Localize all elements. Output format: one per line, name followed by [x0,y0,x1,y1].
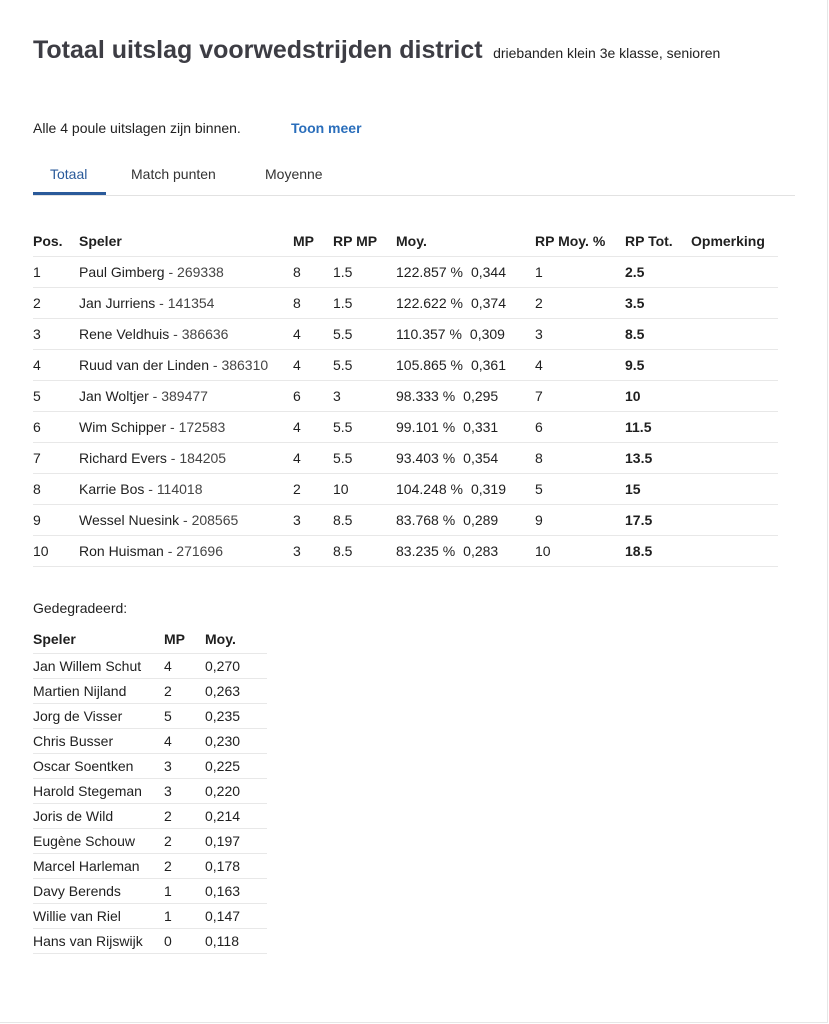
results-table [33,226,778,567]
pos-cell: 8 [33,474,79,505]
results-header-row [33,226,778,257]
table-row [33,804,267,829]
pos-cell: 4 [33,350,79,381]
rp-mp-cell: 3 [333,381,396,412]
opmerking-cell [691,381,778,412]
moy-value: 0,309 [469,326,505,342]
rp-mp-cell: 5.5 [333,412,396,443]
moy-value: 0,331 [463,419,499,435]
player-name: Jan Jurriens [79,295,156,311]
degr-mp-cell: 2 [164,829,205,854]
pos-cell: 10 [33,536,79,567]
degr-mp-cell: 1 [164,904,205,929]
table-row [33,474,778,505]
tab-bar [33,158,795,196]
table-row [33,654,267,679]
degr-mp-cell: 1 [164,879,205,904]
moy-percent: 93.403 % [396,450,456,466]
table-row [33,904,267,929]
table-row [33,288,778,319]
table-row [33,829,267,854]
player-cell [79,505,293,536]
moy-percent: 98.333 % [396,388,456,404]
rp-moy-cell: 6 [535,412,625,443]
degr-col-speler: Speler [33,631,76,647]
moy-percent: 99.101 % [396,419,456,435]
col-moy: Moy. [396,233,427,249]
moy-cell [396,536,535,567]
page-title: Totaal uitslag voorwedstrijden district [33,36,483,64]
degr-mp-cell: 3 [164,779,205,804]
degr-player-name: Davy Berends [33,879,164,904]
degr-player-name: Marcel Harleman [33,854,164,879]
degr-player-name: Jan Willem Schut [33,654,164,679]
col-opmerking: Opmerking [691,233,765,249]
player-separator: - [209,357,222,373]
mp-cell: 3 [293,505,333,536]
degr-mp-cell: 2 [164,679,205,704]
degr-player-name: Jorg de Visser [33,704,164,729]
mp-cell: 6 [293,381,333,412]
degr-mp-cell: 5 [164,704,205,729]
player-cell [79,319,293,350]
rp-moy-cell: 9 [535,505,625,536]
opmerking-cell [691,319,778,350]
degr-player-name: Hans van Rijswijk [33,929,164,954]
rp-mp-cell: 10 [333,474,396,505]
player-separator: - [148,388,162,404]
degr-mp-cell: 2 [164,854,205,879]
degr-moy-cell: 0,118 [205,929,267,954]
degr-col-mp: MP [164,631,185,647]
moy-value: 0,295 [463,388,499,404]
player-cell [79,350,293,381]
moy-percent: 110.357 % [396,326,462,342]
moy-percent: 105.865 % [396,357,463,373]
player-cell [79,536,293,567]
table-row [33,854,267,879]
moy-value: 0,344 [470,264,506,280]
opmerking-cell [691,443,778,474]
col-rp-mp: RP MP [333,233,378,249]
player-name: Richard Evers [79,450,167,466]
degr-moy-cell: 0,197 [205,829,267,854]
player-number: 141354 [167,295,215,311]
moy-value: 0,354 [463,450,499,466]
player-separator: - [166,450,180,466]
degr-player-name: Eugène Schouw [33,829,164,854]
player-number: 208565 [191,512,239,528]
tab-match-punten[interactable]: Match punten [131,166,216,182]
opmerking-cell [691,536,778,567]
table-row [33,319,778,350]
table-row [33,754,267,779]
degr-moy-cell: 0,163 [205,879,267,904]
degr-mp-cell: 3 [164,754,205,779]
col-mp: MP [293,233,314,249]
rp-tot-cell: 13.5 [625,443,691,474]
opmerking-cell [691,474,778,505]
mp-cell: 2 [293,474,333,505]
rp-mp-cell: 8.5 [333,505,396,536]
player-separator: - [144,481,157,497]
rp-tot-cell: 11.5 [625,412,691,443]
player-number: 389477 [161,388,208,404]
player-separator: - [166,419,179,435]
player-cell [79,443,293,474]
moy-value: 0,319 [470,481,506,497]
moy-cell [396,474,535,505]
table-row [33,350,778,381]
rp-tot-cell: 8.5 [625,319,691,350]
degr-mp-cell: 0 [164,929,205,954]
moy-cell [396,505,535,536]
page-subtitle: driebanden klein 3e klasse, senioren [493,45,721,61]
degr-moy-cell: 0,220 [205,779,267,804]
degr-moy-cell: 0,147 [205,904,267,929]
degr-moy-cell: 0,225 [205,754,267,779]
player-separator: - [155,295,168,311]
active-tab-indicator [33,192,106,195]
mp-cell: 4 [293,443,333,474]
opmerking-cell [691,257,778,288]
rp-mp-cell: 5.5 [333,319,396,350]
moy-cell [396,319,535,350]
player-name: Ron Huisman [79,543,164,559]
rp-tot-cell: 15 [625,474,691,505]
table-row [33,779,267,804]
rp-moy-cell: 10 [535,536,625,567]
opmerking-cell [691,350,778,381]
col-pos: Pos. [33,233,63,249]
col-rp-tot: RP Tot. [625,233,673,249]
degr-moy-cell: 0,214 [205,804,267,829]
toon-meer-link[interactable]: Toon meer [291,120,362,136]
degr-player-name: Martien Nijland [33,679,164,704]
player-cell [79,257,293,288]
table-row [33,704,267,729]
pos-cell: 5 [33,381,79,412]
rp-mp-cell: 1.5 [333,288,396,319]
table-row [33,443,778,474]
player-number: 386636 [181,326,229,342]
player-cell [79,381,293,412]
moy-percent: 83.768 % [396,512,456,528]
col-speler: Speler [79,233,122,249]
mp-cell: 4 [293,412,333,443]
rp-moy-cell: 7 [535,381,625,412]
rp-moy-cell: 4 [535,350,625,381]
degr-moy-cell: 0,230 [205,729,267,754]
player-name: Wim Schipper [79,419,167,435]
moy-percent: 122.857 % [396,264,463,280]
opmerking-cell [691,505,778,536]
moy-value: 0,283 [463,543,499,559]
table-row [33,412,778,443]
rp-tot-cell: 10 [625,381,691,412]
rp-mp-cell: 1.5 [333,257,396,288]
player-name: Ruud van der Linden [79,357,209,373]
player-number: 269338 [177,264,224,280]
player-name: Wessel Nuesink [79,512,180,528]
mp-cell: 4 [293,319,333,350]
player-separator: - [169,326,182,342]
moy-cell [396,288,535,319]
page-header [33,36,720,65]
rp-mp-cell: 5.5 [333,350,396,381]
rp-tot-cell: 17.5 [625,505,691,536]
degr-player-name: Oscar Soentken [33,754,164,779]
table-row [33,257,778,288]
degr-moy-cell: 0,263 [205,679,267,704]
status-text: Alle 4 poule uitslagen zijn binnen. [33,120,241,136]
degraded-header-row [33,625,267,654]
degr-player-name: Joris de Wild [33,804,164,829]
opmerking-cell [691,288,778,319]
table-row [33,505,778,536]
degr-moy-cell: 0,235 [205,704,267,729]
table-row [33,679,267,704]
degraded-table [33,625,267,954]
moy-cell [396,443,535,474]
player-name: Jan Woltjer [79,388,149,404]
table-row [33,536,778,567]
degr-moy-cell: 0,270 [205,654,267,679]
degr-mp-cell: 2 [164,804,205,829]
rp-mp-cell: 5.5 [333,443,396,474]
moy-percent: 83.235 % [396,543,456,559]
degr-mp-cell: 4 [164,729,205,754]
mp-cell: 4 [293,350,333,381]
degraded-label: Gedegradeerd: [33,600,128,616]
player-number: 184205 [179,450,227,466]
moy-value: 0,361 [470,357,506,373]
player-name: Rene Veldhuis [79,326,170,342]
moy-cell [396,350,535,381]
player-number: 271696 [176,543,223,559]
pos-cell: 2 [33,288,79,319]
player-number: 172583 [178,419,226,435]
moy-percent: 122.622 % [396,295,463,311]
player-separator: - [179,512,192,528]
opmerking-cell [691,412,778,443]
rp-moy-cell: 5 [535,474,625,505]
player-name: Paul Gimberg [79,264,165,280]
pos-cell: 7 [33,443,79,474]
rp-tot-cell: 3.5 [625,288,691,319]
pos-cell: 3 [33,319,79,350]
table-row [33,879,267,904]
rp-moy-cell: 8 [535,443,625,474]
table-row [33,929,267,954]
degr-player-name: Harold Stegeman [33,779,164,804]
degr-moy-cell: 0,178 [205,854,267,879]
player-cell [79,288,293,319]
degr-player-name: Willie van Riel [33,904,164,929]
player-separator: - [164,264,178,280]
rp-moy-cell: 3 [535,319,625,350]
rp-moy-cell: 1 [535,257,625,288]
moy-value: 0,289 [463,512,499,528]
moy-cell [396,412,535,443]
player-separator: - [163,543,177,559]
mp-cell: 3 [293,536,333,567]
degr-player-name: Chris Busser [33,729,164,754]
mp-cell: 8 [293,288,333,319]
degr-mp-cell: 4 [164,654,205,679]
pos-cell: 1 [33,257,79,288]
player-number: 386310 [221,357,269,373]
player-cell [79,412,293,443]
rp-tot-cell: 2.5 [625,257,691,288]
pos-cell: 6 [33,412,79,443]
rp-mp-cell: 8.5 [333,536,396,567]
rp-moy-cell: 2 [535,288,625,319]
moy-cell [396,381,535,412]
player-cell [79,474,293,505]
mp-cell: 8 [293,257,333,288]
moy-percent: 104.248 % [396,481,463,497]
moy-cell [396,257,535,288]
pos-cell: 9 [33,505,79,536]
rp-tot-cell: 9.5 [625,350,691,381]
tab-moyenne[interactable]: Moyenne [265,166,323,182]
player-number: 114018 [156,481,203,497]
col-rp-moy-pct: RP Moy. % [535,233,606,249]
rp-tot-cell: 18.5 [625,536,691,567]
table-row [33,729,267,754]
moy-value: 0,374 [470,295,506,311]
table-row [33,381,778,412]
player-name: Karrie Bos [79,481,145,497]
degr-col-moy: Moy. [205,631,236,647]
tab-totaal[interactable]: Totaal [50,166,88,182]
